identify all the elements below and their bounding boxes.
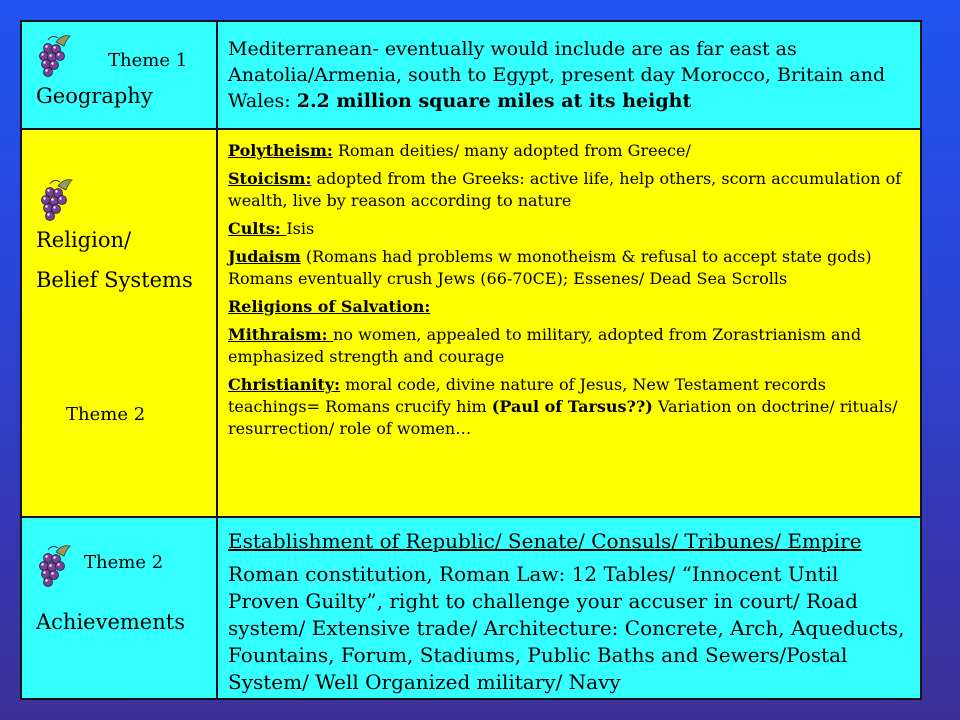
religion-items xyxy=(228,140,912,446)
achievements-list: Roman constitution, Roman Law: 12 Tables/ “Innocent Until Proven Guilty”, right to challenge your accuser in court/ Road system/ Extensive trade/ Architecture: Concrete, Arch, Aqueducts, Fountains, Forum, Stadiums, Public Baths and Sewers/Postal System/ Well Organized military/ Navy xyxy=(228,562,905,694)
polytheism-item: Polytheism: Roman deities/ many adopted from Greece/ xyxy=(228,141,691,160)
religion-label-cell xyxy=(22,130,218,516)
geography-description: Mediterranean- eventually would include are as far east as Anatolia/Armenia, south to Egypt, present day Morocco, Britain and Wales: 2.2 million square miles at its height xyxy=(228,38,886,112)
geography-area-highlight: 2.2 million square miles at its height xyxy=(296,90,692,112)
achievements-theme-label: Theme 2 xyxy=(84,552,164,573)
grapes-icon xyxy=(34,542,74,590)
geography-row xyxy=(22,22,920,130)
religion-title-line2: Belief Systems xyxy=(36,268,193,292)
themes-table xyxy=(20,20,922,700)
geography-content-cell xyxy=(218,22,920,128)
cults-item: Cults: Isis xyxy=(228,219,315,238)
salvation-heading: Religions of Salvation: xyxy=(228,297,431,316)
geography-title: Geography xyxy=(36,84,153,108)
achievements-content-cell xyxy=(218,518,920,698)
religion-row xyxy=(22,130,920,518)
achievements-description xyxy=(228,528,912,702)
achievements-label-cell xyxy=(22,518,218,698)
religion-theme-label: Theme 2 xyxy=(66,404,146,425)
achievements-row xyxy=(22,518,920,698)
grapes-icon xyxy=(34,32,74,80)
achievements-title: Achievements xyxy=(36,610,185,634)
mithraism-item: Mithraism: no women, appealed to military, adopted from Zorastrianism and emphasized strength and courage xyxy=(228,325,862,366)
government-line: Establishment of Republic/ Senate/ Consuls/ Tribunes/ Empire xyxy=(228,529,862,553)
geography-theme-label: Theme 1 xyxy=(108,50,188,71)
religion-title-line1: Religion/ xyxy=(36,228,132,252)
religion-content-cell xyxy=(218,130,920,516)
christianity-item: Christianity: moral code, divine nature of Jesus, New Testament records teachings= Romans crucify him (Paul of Tarsus??) Variation on doctrine/ rituals/ resurrection/ role of women… xyxy=(228,375,898,438)
judaism-item: Judaism (Romans had problems w monotheism & refusal to accept state gods) Romans eventually crush Jews (66-70CE); Essenes/ Dead Sea Scrolls xyxy=(228,247,872,288)
stoicism-item: Stoicism: adopted from the Greeks: active life, help others, scorn accumulation of wealth, live by reason according to nature xyxy=(228,169,902,210)
grapes-icon xyxy=(36,176,76,224)
geography-label-cell xyxy=(22,22,218,128)
